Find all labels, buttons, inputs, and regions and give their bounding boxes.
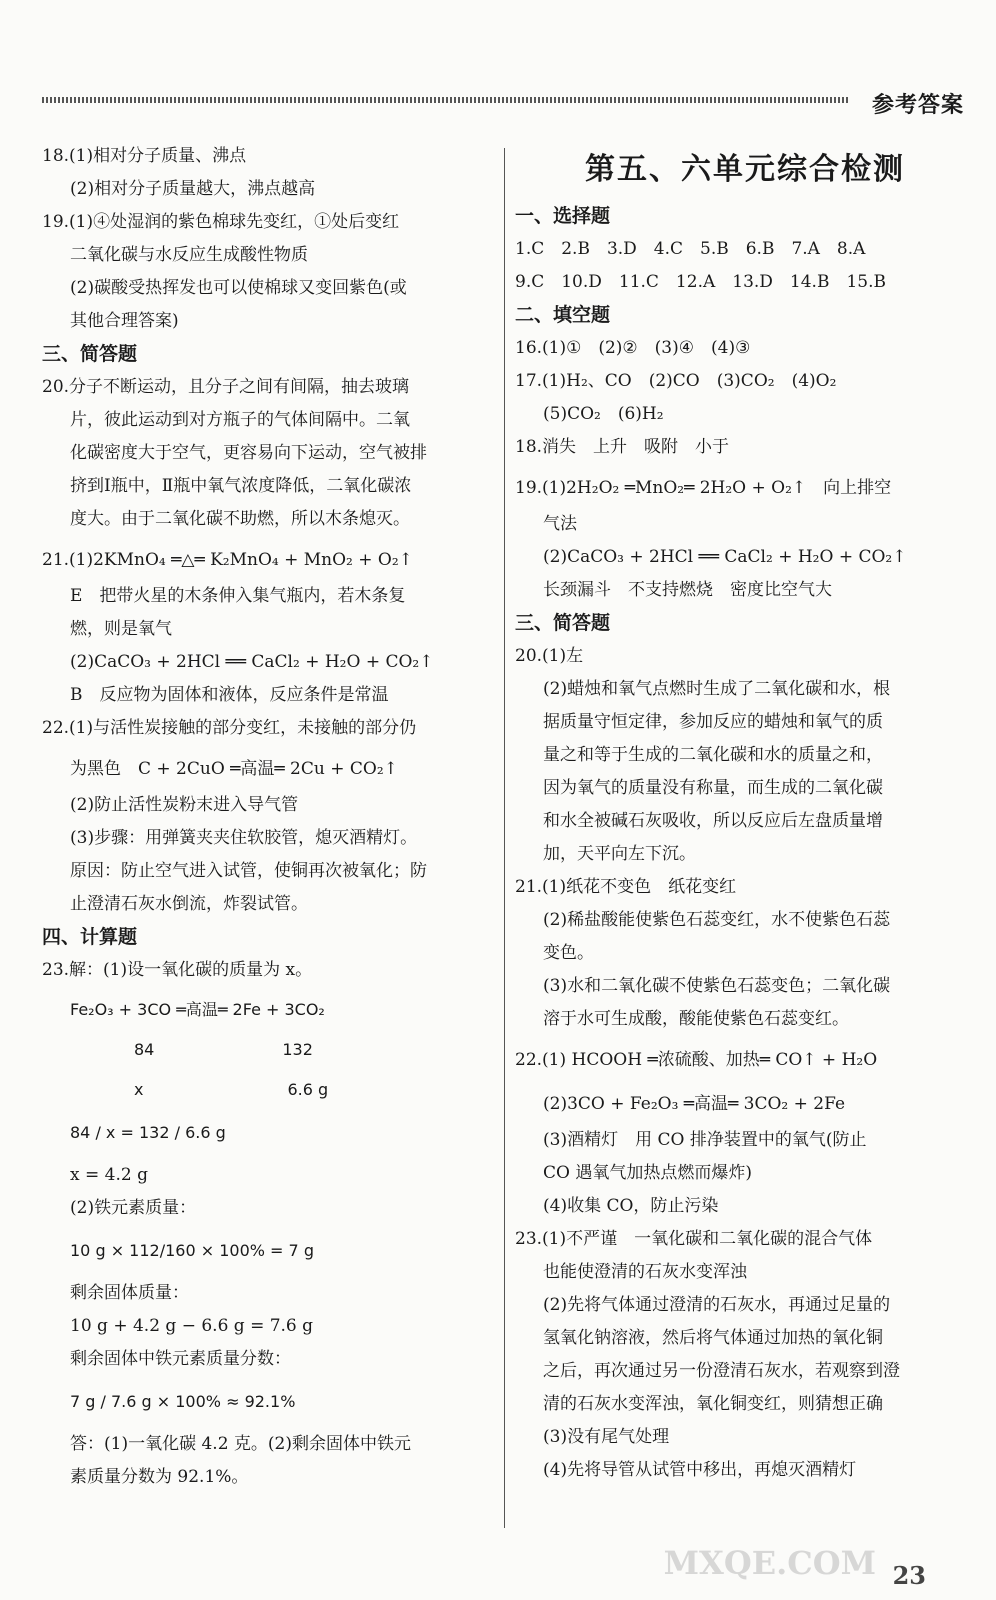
right-answer-line: 变色。 bbox=[543, 943, 594, 963]
column-divider bbox=[504, 148, 505, 1528]
right-answer-line: 一、选择题 bbox=[515, 205, 611, 227]
left-answer-line: 燃，则是氧气 bbox=[70, 619, 172, 639]
left-answer-line: 23.解：(1)设一氧化碳的质量为 x。 bbox=[42, 960, 313, 980]
left-answer-line: 原因：防止空气进入试管，使铜再次被氧化；防 bbox=[70, 861, 427, 881]
left-answer-line: Fe₂O₃ + 3CO ═高温═ 2Fe + 3CO₂ bbox=[70, 1000, 325, 1019]
left-answer-line: 21.(1)2KMnO₄ ═△═ K₂MnO₄ + MnO₂ + O₂↑ bbox=[42, 550, 413, 570]
watermark-logo: MXQE.COM bbox=[663, 1544, 876, 1582]
left-answer-line: 三、简答题 bbox=[42, 343, 138, 365]
left-answer-line: 剩余固体中铁元素质量分数： bbox=[70, 1349, 291, 1369]
right-answer-line: (3)没有尾气处理 bbox=[543, 1427, 670, 1447]
left-answer-line: 片，彼此运动到对方瓶子的气体间隔中。二氧 bbox=[70, 410, 410, 430]
left-answer-line: 素质量分数为 92.1%。 bbox=[70, 1467, 249, 1487]
left-answer-line: 二氧化碳与水反应生成酸性物质 bbox=[70, 245, 308, 265]
left-answer-line: (3)步骤：用弹簧夹夹住软胶管，熄灭酒精灯。 bbox=[70, 828, 418, 848]
left-answer-line: 10 g + 4.2 g − 6.6 g = 7.6 g bbox=[70, 1316, 314, 1336]
right-answer-line: 21.(1)纸花不变色 纸花变红 bbox=[515, 877, 737, 897]
right-answer-line: 也能使澄清的石灰水变浑浊 bbox=[543, 1262, 747, 1282]
left-answer-line: 10 g × 112/160 × 100% = 7 g bbox=[70, 1241, 314, 1260]
left-answer-line: B 反应物为固体和液体，反应条件是常温 bbox=[70, 685, 389, 705]
right-answer-line: 氢氧化钠溶液，然后将气体通过加热的氧化铜 bbox=[543, 1328, 883, 1348]
left-answer-line: 19.(1)④处湿润的紫色棉球先变红，①处后变红 bbox=[42, 212, 400, 232]
right-answer-line: (3)酒精灯 用 CO 排净装置中的氧气(防止 bbox=[543, 1130, 867, 1150]
right-answer-line: 19.(1)2H₂O₂ ═MnO₂═ 2H₂O + O₂↑ 向上排空 bbox=[515, 478, 892, 498]
right-answer-line: 因为氧气的质量没有称量，而生成的二氧化碳 bbox=[543, 778, 883, 798]
right-answer-line: 二、填空题 bbox=[515, 304, 611, 326]
section-title: 第五、六单元综合检测 bbox=[585, 152, 905, 187]
left-answer-line: x 6.6 g bbox=[70, 1080, 329, 1099]
left-answer-line: (2)碳酸受热挥发也可以使棉球又变回紫色(或 bbox=[70, 278, 407, 298]
left-column bbox=[42, 140, 492, 1494]
right-column bbox=[515, 140, 975, 1487]
right-answer-line: (2)3CO + Fe₂O₃ ═高温═ 3CO₂ + 2Fe bbox=[543, 1094, 846, 1114]
left-answer-line: 为黑色 C + 2CuO ═高温═ 2Cu + CO₂↑ bbox=[70, 759, 398, 779]
right-answer-line: 23.(1)不严谨 一氧化碳和二氧化碳的混合气体 bbox=[515, 1229, 873, 1249]
right-answer-line: 1.C 2.B 3.D 4.C 5.B 6.B 7.A 8.A bbox=[515, 239, 866, 259]
left-answer-line: 度大。由于二氧化碳不助燃，所以木条熄灭。 bbox=[70, 509, 410, 529]
right-answer-line: 20.(1)左 bbox=[515, 646, 584, 666]
right-answer-line: (3)水和二氧化碳不使紫色石蕊变色；二氧化碳 bbox=[543, 976, 891, 996]
left-answer-line: (2)相对分子质量越大，沸点越高 bbox=[70, 179, 316, 199]
right-answer-line: (2)CaCO₃ + 2HCl ══ CaCl₂ + H₂O + CO₂↑ bbox=[543, 547, 907, 567]
left-answer-line: (2)CaCO₃ + 2HCl ══ CaCl₂ + H₂O + CO₂↑ bbox=[70, 652, 434, 672]
left-answer-line: 止澄清石灰水倒流，炸裂试管。 bbox=[70, 894, 308, 914]
left-answer-line: 剩余固体质量： bbox=[70, 1283, 189, 1303]
right-answer-line: CO 遇氧气加热点燃而爆炸) bbox=[543, 1163, 752, 1183]
right-answer-line: (5)CO₂ (6)H₂ bbox=[543, 404, 664, 424]
right-answer-line: 量之和等于生成的二氧化碳和水的质量之和， bbox=[543, 745, 883, 765]
right-answer-line: 据质量守恒定律，参加反应的蜡烛和氧气的质 bbox=[543, 712, 883, 732]
left-answer-line: (2)防止活性炭粉末进入导气管 bbox=[70, 795, 299, 815]
left-answer-line: 18.(1)相对分子质量、沸点 bbox=[42, 146, 247, 166]
left-answer-line: (2)铁元素质量： bbox=[70, 1198, 197, 1218]
right-answer-line: 清的石灰水变浑浊，氧化铜变红，则猜想正确 bbox=[543, 1394, 883, 1414]
page-number: 23 bbox=[892, 1561, 926, 1590]
left-answer-line: 84 132 bbox=[70, 1040, 313, 1059]
right-answer-line: (4)收集 CO，防止污染 bbox=[543, 1196, 719, 1216]
right-answer-line: 和水全被碱石灰吸收，所以反应后左盘质量增 bbox=[543, 811, 883, 831]
left-answer-line: 挤到Ⅰ瓶中，Ⅱ瓶中氧气浓度降低，二氧化碳浓 bbox=[70, 476, 412, 496]
right-answer-line: 22.(1) HCOOH ═浓硫酸、加热═ CO↑ + H₂O bbox=[515, 1050, 878, 1070]
left-answer-line: 20.分子不断运动，且分子之间有间隔，抽去玻璃 bbox=[42, 377, 410, 397]
right-answer-line: 之后，再次通过另一份澄清石灰水，若观察到澄 bbox=[543, 1361, 900, 1381]
right-answer-line: (4)先将导管从试管中移出，再熄灭酒精灯 bbox=[543, 1460, 857, 1480]
left-answer-line: 7 g / 7.6 g × 100% ≈ 92.1% bbox=[70, 1392, 296, 1411]
left-answer-line: 四、计算题 bbox=[42, 926, 138, 948]
right-answer-line: 三、简答题 bbox=[515, 612, 611, 634]
right-answer-line: 加，天平向左下沉。 bbox=[543, 844, 696, 864]
left-answer-line: E 把带火星的木条伸入集气瓶内，若木条复 bbox=[70, 586, 406, 606]
left-answer-line: x = 4.2 g bbox=[70, 1165, 148, 1185]
left-answer-line: 化碳密度大于空气，更容易向下运动，空气被排 bbox=[70, 443, 427, 463]
left-answer-line: 84 / x = 132 / 6.6 g bbox=[70, 1123, 226, 1142]
right-answer-line: (2)蜡烛和氧气点燃时生成了二氧化碳和水，根 bbox=[543, 679, 891, 699]
right-answer-line: 气法 bbox=[543, 514, 577, 534]
right-answer-line: 长颈漏斗 不支持燃烧 密度比空气大 bbox=[543, 580, 832, 600]
right-answer-line: 17.(1)H₂、CO (2)CO (3)CO₂ (4)O₂ bbox=[515, 371, 837, 391]
header-title: 参考答案 bbox=[872, 92, 965, 118]
right-answer-line: (2)先将气体通过澄清的石灰水，再通过足量的 bbox=[543, 1295, 891, 1315]
right-answer-line: 16.(1)① (2)② (3)④ (4)③ bbox=[515, 338, 751, 358]
left-answer-line: 22.(1)与活性炭接触的部分变红，未接触的部分仍 bbox=[42, 718, 417, 738]
right-answer-line: 9.C 10.D 11.C 12.A 13.D 14.B 15.B bbox=[515, 272, 886, 292]
right-answer-line: 18.消失 上升 吸附 小于 bbox=[515, 437, 730, 457]
right-answer-line: (2)稀盐酸能使紫色石蕊变红，水不使紫色石蕊 bbox=[543, 910, 891, 930]
right-answers bbox=[515, 200, 975, 1487]
left-answer-line: 答：(1)一氧化碳 4.2 克。(2)剩余固体中铁元 bbox=[70, 1434, 412, 1454]
right-answer-line: 溶于水可生成酸，酸能使紫色石蕊变红。 bbox=[543, 1009, 849, 1029]
header-rule bbox=[42, 97, 850, 103]
left-answer-line: 其他合理答案) bbox=[70, 311, 179, 331]
